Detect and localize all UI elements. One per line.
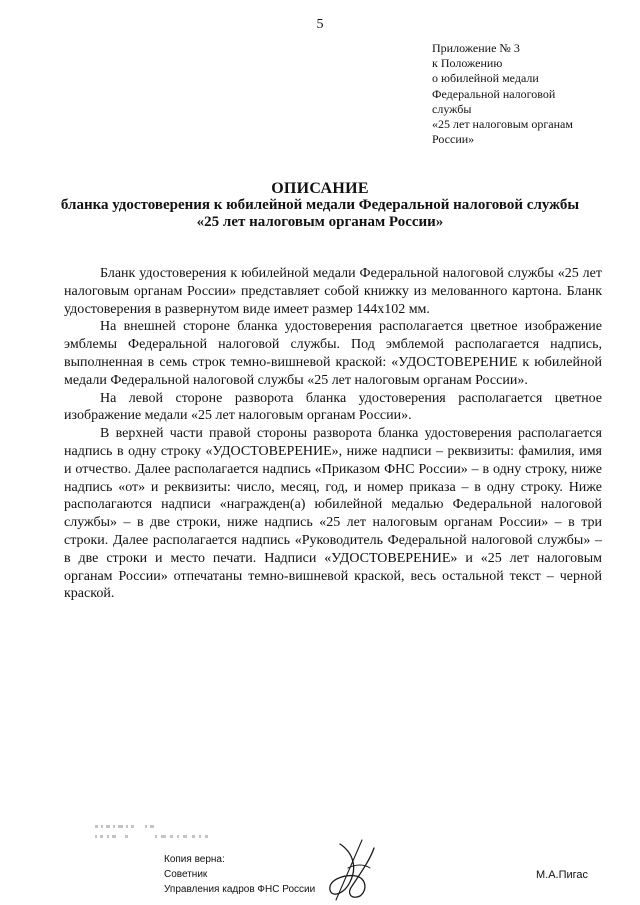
signer-name: М.А.Пигас (536, 869, 589, 881)
paragraph: В верхней части правой стороны разворота бланка удостоверения располагается надпись в одну строку «УДОСТОВЕРЕНИЕ», ниже надписи – реквизиты: фамилия, имя и отчество. Далее располагается надпись «Приказом ФНС России» – в одну строку, ниже надпись «от» и реквизиты: число, месяц, год, и номер приказа – в одну строку. Ниже располагаются надписи «награжден(а) юбилейной медалью Федеральной налоговой службы» – в две строки, ниже надпись «25 лет налоговым органам России» – в три строки. Далее располагается надпись «Руководитель Федеральной налоговой службы» – в две строки и место печати. Надписи «УДОСТОВЕРЕНИЕ» и «25 лет налоговым органам России» отпечатаны темно-вишневой краской, весь остальной текст – черной краской. (64, 426, 602, 602)
annex-line: службы (432, 101, 472, 116)
document-title (0, 180, 640, 231)
annex-line: «25 лет налоговым органам (432, 117, 573, 132)
annex-line: Приложение № 3 (432, 41, 520, 55)
certified-copy-block (164, 852, 315, 897)
paragraph: На внешней стороне бланка удостоверения располагается цветное изображение эмблемы Федеральной налоговой службы. Под эмблемой располагается надпись, выполненная в семь строк темно-вишневой краской: «УДОСТОВЕРЕНИЕ к юбилейной медали Федеральной налоговой службы «25 лет налоговым органам России». (64, 319, 602, 388)
title-subtitle: бланка удостоверения к юбилейной медали Федеральной налоговой службы (60, 197, 580, 213)
annex-reference (432, 41, 632, 147)
annex-line: о юбилейной медали (432, 71, 539, 86)
title-main: ОПИСАНИЕ (271, 180, 369, 197)
faint-stamp-graphic (95, 823, 235, 845)
signatory-department: Управления кадров ФНС России (164, 884, 316, 895)
title-medal-name: «25 лет налоговым органам России» (196, 214, 444, 230)
description-body (64, 265, 602, 603)
annex-line: России» (432, 132, 475, 147)
annex-line: к Положению (432, 56, 503, 71)
copy-label: Копия верна: (164, 854, 225, 865)
paragraph: На левой стороне разворота бланка удостоверения располагается цветное изображение медали «25 лет налоговым органам России». (64, 390, 602, 424)
annex-line: Федеральной налоговой (432, 86, 556, 101)
page-number: 5 (316, 17, 324, 32)
signatory-position: Советник (164, 869, 208, 880)
handwritten-signature (322, 838, 382, 902)
paragraph: Бланк удостоверения к юбилейной медали Федеральной налоговой службы «25 лет налоговым органам России» представляет собой книжку из мелованного картона. Бланк удостоверения в развернутом виде имеет размер 144х102 мм. (64, 266, 602, 317)
faint-stamp-marks (95, 823, 235, 848)
